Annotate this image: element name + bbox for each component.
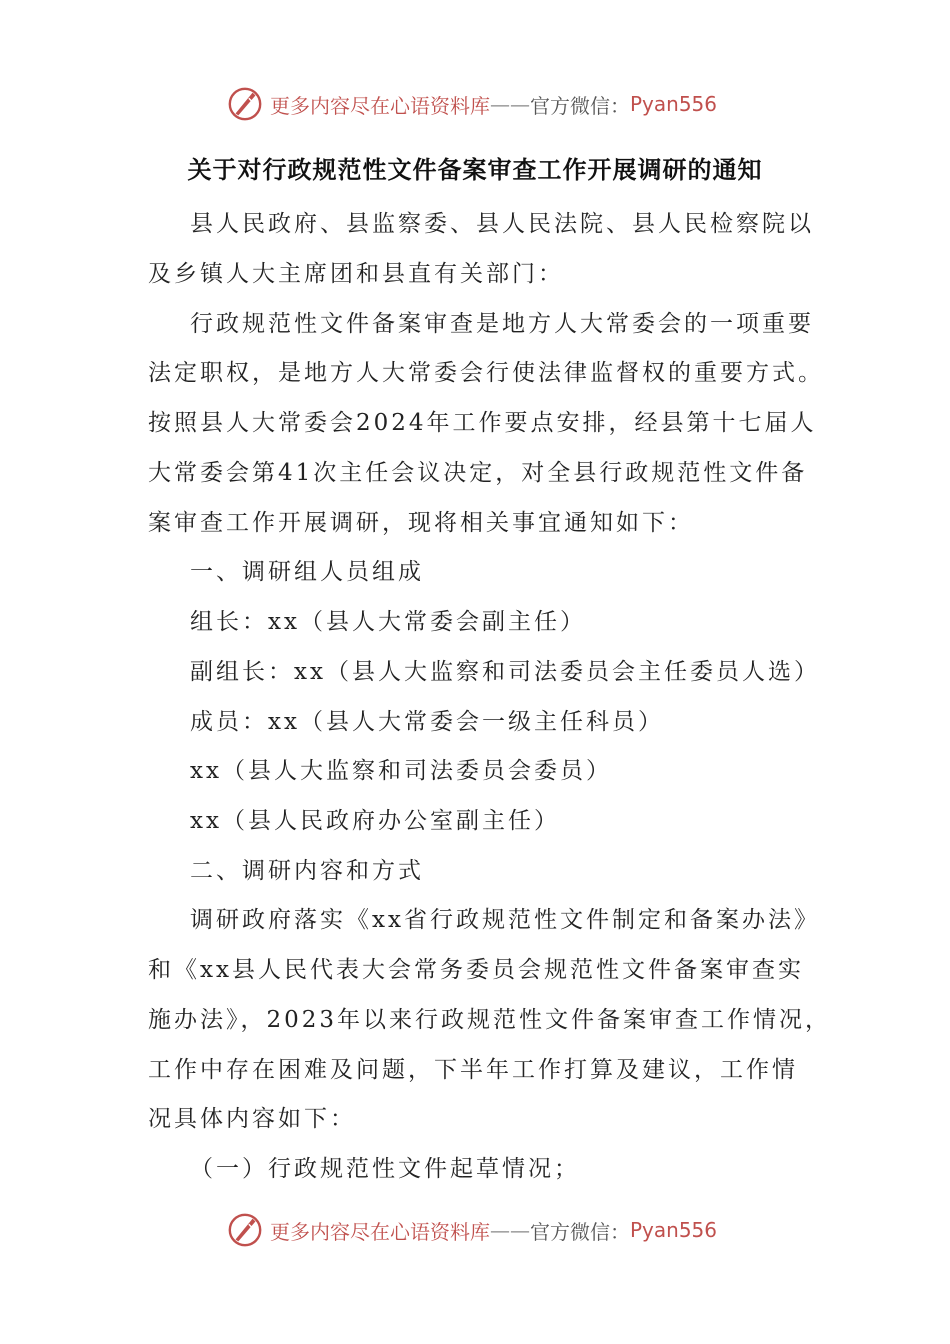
body-line: 和《xx县人民代表大会常务委员会规范性文件备案审查实 — [148, 957, 804, 983]
body-line: 行政规范性文件备案审查是地方人大常委会的一项重要 — [190, 311, 814, 337]
body-line: xx（县人民政府办公室副主任） — [190, 808, 560, 834]
body-line: 副组长：xx（县人大监察和司法委员会主任委员人选） — [190, 659, 820, 685]
body-line: 按照县人大常委会2024年工作要点安排，经县第十七届人 — [148, 410, 817, 436]
banner-wechat-id: Pyan556 — [630, 92, 718, 116]
banner-wechat-id: Pyan556 — [630, 1218, 718, 1242]
header-banner — [226, 84, 717, 124]
banner-dash: —— — [490, 1218, 530, 1242]
banner-slogan: 更多内容尽在心语资料库 — [270, 1219, 490, 1244]
body-line: xx（县人大监察和司法委员会委员） — [190, 758, 612, 784]
quill-logo-icon — [226, 85, 264, 123]
banner-wechat-label: 官方微信： — [530, 1219, 630, 1244]
body-line: 案审查工作开展调研，现将相关事宜通知如下： — [148, 510, 694, 536]
banner-dash: —— — [490, 92, 530, 116]
body-line: 及乡镇人大主席团和县直有关部门： — [148, 261, 564, 287]
body-line: 工作中存在困难及问题，下半年工作打算及建议，工作情 — [148, 1057, 798, 1083]
section-heading: 二、调研内容和方式 — [190, 858, 424, 884]
document-title: 关于对行政规范性文件备案审查工作开展调研的通知 — [187, 155, 763, 184]
quill-logo-icon — [226, 1211, 264, 1249]
body-line: 法定职权，是地方人大常委会行使法律监督权的重要方式。 — [148, 360, 824, 386]
subsection-heading: （一）行政规范性文件起草情况； — [190, 1156, 580, 1182]
body-line: 调研政府落实《xx省行政规范性文件制定和备案办法》 — [190, 907, 820, 933]
banner-slogan: 更多内容尽在心语资料库 — [270, 93, 490, 118]
body-line: 况具体内容如下： — [148, 1106, 356, 1132]
body-line: 成员：xx（县人大常委会一级主任科员） — [190, 709, 664, 735]
body-line: 大常委会第41次主任会议决定，对全县行政规范性文件备 — [148, 460, 808, 486]
section-heading: 一、调研组人员组成 — [190, 559, 424, 585]
body-line: 组长：xx（县人大常委会副主任） — [190, 609, 586, 635]
body-line: 县人民政府、县监察委、县人民法院、县人民检察院以 — [190, 211, 814, 237]
banner-wechat-label: 官方微信： — [530, 93, 630, 118]
body-line: 施办法》，2023年以来行政规范性文件备案审查工作情况， — [148, 1007, 832, 1033]
footer-banner — [226, 1210, 717, 1250]
